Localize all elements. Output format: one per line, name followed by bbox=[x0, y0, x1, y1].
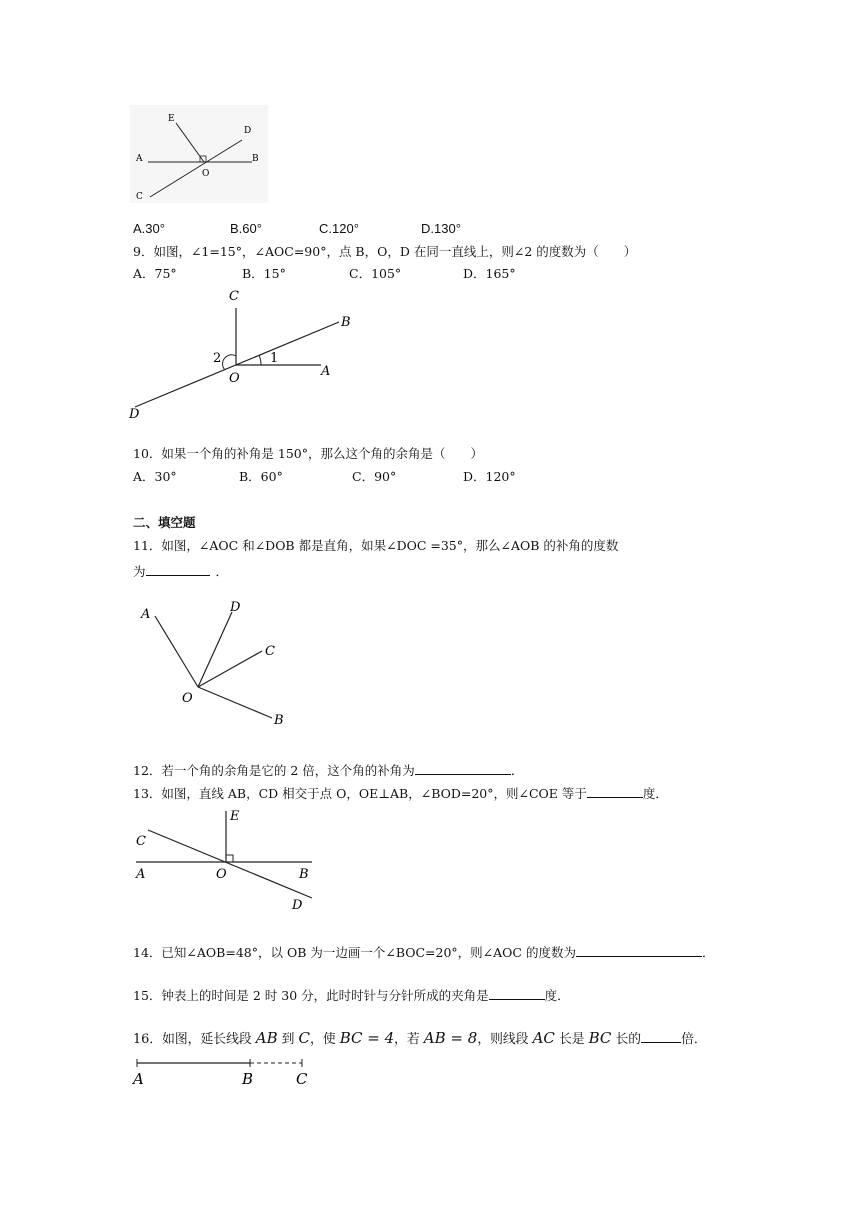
q11-prefix: 为 bbox=[133, 564, 146, 579]
q13-suffix: 度． bbox=[642, 786, 668, 801]
q9-option-c: C．105° bbox=[349, 266, 402, 281]
fig9-label-c: C bbox=[229, 289, 239, 304]
q10-option-b: B．60° bbox=[239, 469, 283, 484]
fig13-label-a: A bbox=[136, 867, 146, 882]
figure-q11 bbox=[135, 598, 295, 730]
q15-suffix: 度． bbox=[544, 988, 570, 1003]
figure-q8 bbox=[130, 105, 270, 205]
section-title-fill-in: 二、填空题 bbox=[133, 515, 196, 530]
q12-line bbox=[133, 762, 523, 779]
q10-stem: 10．如果一个角的补角是 150°，那么这个角的余角是（ ） bbox=[133, 446, 483, 461]
q8-option-a: A.30° bbox=[133, 221, 165, 236]
q13-answer-blank[interactable] bbox=[587, 785, 643, 798]
fig8-label-e: E bbox=[168, 114, 175, 124]
fig13-label-d: D bbox=[292, 898, 303, 913]
q10-option-c: C．90° bbox=[352, 469, 397, 484]
fig9-label-d: D bbox=[129, 407, 140, 422]
fig11-label-o: O bbox=[182, 691, 193, 706]
fig11-label-a: A bbox=[141, 607, 151, 622]
fig9-label-a: A bbox=[321, 364, 331, 379]
q10-option-d: D．120° bbox=[463, 469, 516, 484]
figure-q9 bbox=[125, 282, 365, 422]
q11-answer-blank[interactable] bbox=[146, 563, 210, 576]
q13-stem: 13．如图，直线 AB，CD 相交于点 O，OE⊥AB，∠BOD=20°，则∠COE 等于 bbox=[133, 786, 587, 801]
fig8-label-o: O bbox=[202, 169, 210, 179]
fig8-label-d: D bbox=[244, 126, 252, 136]
q9-stem: 9．如图，∠1=15°，∠AOC=90°，点 B，O，D 在同一直线上，则∠2 的度数为（ ） bbox=[133, 244, 637, 259]
fig8-label-c: C bbox=[136, 192, 143, 202]
fig11-label-d: D bbox=[230, 600, 241, 615]
q16-math-ab: AB bbox=[255, 1029, 278, 1047]
q8-option-b: B.60° bbox=[230, 221, 262, 236]
q9-option-b: B．15° bbox=[242, 266, 286, 281]
q16-text-5: ，则线段 bbox=[477, 1032, 533, 1047]
fig9-label-o: O bbox=[229, 371, 240, 386]
q16-text-1: 16．如图，延长线段 bbox=[133, 1032, 256, 1047]
q14-stem: 14．已知∠AOB=48°，以 OB 为一边画一个∠BOC=20°，则∠AOC 的度数为 bbox=[133, 945, 576, 960]
q16-text-6: 长是 bbox=[554, 1032, 589, 1047]
q10-option-a: A．30° bbox=[133, 469, 177, 484]
q11-suffix: ． bbox=[215, 564, 229, 579]
q8-option-c: C.120° bbox=[319, 221, 359, 236]
q16-line bbox=[133, 1030, 707, 1048]
fig8-label-b: B bbox=[252, 154, 259, 164]
fig13-label-e: E bbox=[230, 809, 240, 824]
fig9-label-2: 2 bbox=[213, 351, 222, 366]
fig9-label-1: 1 bbox=[270, 351, 279, 366]
fig13-label-b: B bbox=[299, 867, 309, 882]
fig8-label-a: A bbox=[136, 154, 143, 164]
q16-text-7: 长的 bbox=[611, 1032, 642, 1047]
q16-text-2: 到 bbox=[277, 1032, 299, 1047]
figure-q16 bbox=[130, 1054, 330, 1088]
q16-suffix: 倍． bbox=[681, 1032, 707, 1047]
q14-line bbox=[133, 944, 715, 961]
q16-text-4: ，若 bbox=[394, 1032, 424, 1047]
q16-answer-blank[interactable] bbox=[641, 1030, 681, 1043]
q15-stem: 15．钟表上的时间是 2 时 30 分，此时时针与分针所成的夹角是 bbox=[133, 988, 489, 1003]
q12-answer-blank[interactable] bbox=[415, 762, 511, 775]
fig11-label-b: B bbox=[274, 713, 284, 728]
q11-line1: 11．如图，∠AOC 和∠DOB 都是直角，如果∠DOC =35°，那么∠AOB 的补角的度数 bbox=[133, 538, 619, 553]
fig11-label-c: C bbox=[265, 644, 275, 659]
fig16-label-b: B bbox=[242, 1070, 254, 1088]
fig16-label-a: A bbox=[133, 1070, 144, 1088]
q11-line2 bbox=[133, 563, 228, 580]
fig13-label-c: C bbox=[136, 834, 146, 849]
q16-math-bc: BC bbox=[588, 1029, 612, 1047]
figure-q13 bbox=[130, 805, 330, 915]
q9-option-a: A．75° bbox=[133, 266, 177, 281]
fig9-label-b: B bbox=[341, 315, 351, 330]
q16-math-c: C bbox=[298, 1029, 311, 1047]
q12-suffix: ． bbox=[510, 763, 524, 778]
fig13-label-o: O bbox=[216, 867, 227, 882]
q15-line bbox=[133, 987, 570, 1004]
q16-text-3: ，使 bbox=[310, 1032, 340, 1047]
q13-line bbox=[133, 785, 668, 802]
q16-math-ac: AC bbox=[532, 1029, 555, 1047]
fig16-label-c: C bbox=[296, 1070, 308, 1088]
q12-stem: 12．若一个角的余角是它的 2 倍，这个角的补角为 bbox=[133, 763, 415, 778]
q14-answer-blank[interactable] bbox=[576, 944, 702, 957]
q15-answer-blank[interactable] bbox=[489, 987, 545, 1000]
q9-option-d: D．165° bbox=[463, 266, 516, 281]
q16-math-ab-eq: AB = 8 bbox=[423, 1029, 478, 1047]
q14-suffix: ． bbox=[701, 945, 715, 960]
q8-option-d: D.130° bbox=[421, 221, 461, 236]
q16-math-bc-eq: BC = 4 bbox=[339, 1029, 395, 1047]
